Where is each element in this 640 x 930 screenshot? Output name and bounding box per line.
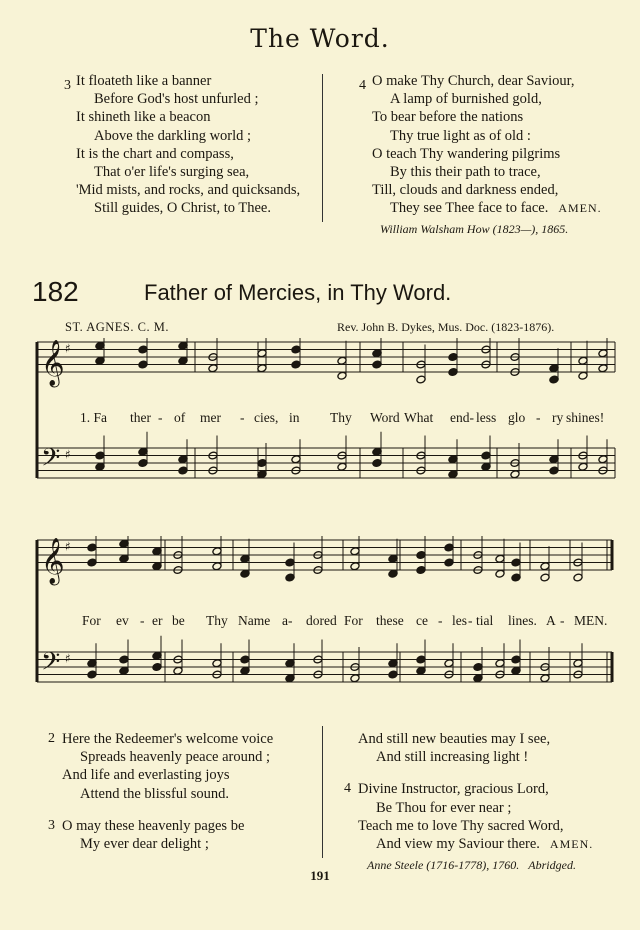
verse-line: A lamp of burnished gold, (390, 91, 542, 108)
verse-number: 3 (48, 817, 55, 833)
lyric-syllable: end- (450, 410, 474, 425)
verse-number: 4 (359, 78, 366, 93)
verses-left (48, 730, 318, 853)
verse-line: Attend the blissful sound. (80, 785, 230, 802)
verse-number: 2 (48, 731, 55, 746)
lyric-syllable: - (536, 410, 541, 425)
verse-line: Till, clouds and darkness ended, (372, 182, 559, 199)
verse-line: By this their path to trace, (390, 164, 541, 181)
lyric-syllable: - (158, 410, 163, 425)
lyrics-line-1 (0, 410, 640, 430)
verse-line: It floateth like a banner (76, 73, 212, 89)
verse-number: 3 (64, 78, 71, 93)
lyric-syllable: less (476, 410, 497, 425)
treble-clef-icon: 𝄞 (41, 340, 65, 386)
lyric-syllable: of (174, 410, 186, 425)
lyric-syllable: - (240, 410, 245, 425)
verse-line: And view my Saviour there. AMEN. (376, 836, 594, 853)
lyric-syllable: ry (552, 410, 564, 425)
section-title: The Word. (250, 24, 390, 53)
lyric-syllable: er (152, 613, 163, 628)
lyric-syllable: For (82, 613, 101, 628)
verse-line: It is the chart and compass, (76, 145, 234, 162)
verse-block (48, 817, 318, 853)
verse-line: It shineth like a beacon (76, 109, 211, 126)
verse-line: My ever dear delight ; (80, 836, 209, 853)
verse-line: And still new beauties may I see, (358, 731, 551, 747)
page-number: 191 (310, 868, 330, 883)
verse-line: O may these heavenly pages be (62, 817, 245, 834)
lyric-syllable: ther (130, 410, 151, 425)
lyric-syllable: MEN. (574, 613, 608, 628)
lyrics-line-2 (0, 613, 640, 633)
verse-line: Teach me to love Thy sacred Word, (358, 817, 564, 834)
lyric-syllable: - (438, 613, 443, 628)
bass-clef-icon: 𝄢 (41, 647, 61, 683)
lyric-syllable: For (344, 613, 363, 628)
key-signature-sharp-icon: ♯ (65, 447, 71, 462)
verse-line: And still increasing light ! (376, 749, 529, 766)
lyric-syllable: these (376, 613, 404, 628)
lyric-syllable: les (452, 613, 467, 628)
treble-clef-icon: 𝄞 (41, 538, 65, 584)
hymn-number: 182 (32, 276, 79, 307)
verse-line: Be Thou for ever near ; (376, 799, 512, 816)
lyric-syllable: shines! (566, 410, 605, 425)
attribution-text: Anne Steele (1716-1778), 1760. (367, 858, 520, 872)
lyric-syllable: 1. Fa (80, 410, 107, 425)
lyric-syllable: cies, (254, 410, 279, 425)
verse-line: That o'er life's surging sea, (94, 164, 250, 181)
lyric-syllable: What (404, 410, 434, 425)
verse-3-text (76, 72, 300, 218)
key-signature-sharp-icon: ♯ (65, 539, 71, 554)
lyric-syllable: - (560, 613, 565, 628)
lyric-syllable: lines. (508, 613, 537, 628)
bass-clef-icon: 𝄢 (41, 443, 61, 479)
verse-4-text (372, 72, 602, 218)
amen-label: AMEN. (549, 837, 594, 852)
verse-line: Spreads heavenly peace around ; (80, 749, 271, 766)
key-signature-sharp-icon: ♯ (65, 341, 71, 356)
verse-line: 'Mid mists, and rocks, and quicksands, (76, 182, 301, 199)
verse-line: Thy true light as of old : (390, 127, 531, 144)
verse-line: Divine Instructor, gracious Lord, (358, 781, 549, 798)
composer-credit: Rev. John B. Dykes, Mus. Doc. (1823-1876). (337, 320, 555, 334)
lyric-syllable: Thy (206, 613, 228, 628)
lyric-syllable: mer (200, 410, 221, 425)
lyric-syllable: tial (476, 613, 494, 628)
verses-right (344, 730, 634, 853)
verse-number: 4 (344, 781, 351, 797)
attribution: William Walsham How (1823—), 1865. (380, 222, 569, 236)
verse-line: They see Thee face to face. AMEN. (390, 200, 602, 217)
lyric-syllable: Word (370, 410, 400, 425)
key-signature-sharp-icon: ♯ (65, 651, 71, 666)
lyric-syllable: ev (116, 613, 129, 628)
verse-line: Above the darkling world ; (94, 127, 252, 144)
verse-line: O make Thy Church, dear Saviour, (372, 73, 575, 89)
lyric-syllable: glo (508, 410, 526, 425)
column-divider (322, 74, 323, 222)
lyric-syllable: be (172, 613, 185, 628)
verse-line: To bear before the nations (372, 109, 524, 126)
hymn-title: Father of Mercies, in Thy Word. (144, 280, 452, 305)
verse-block (48, 730, 318, 803)
verse-line: Still guides, O Christ, to Thee. (94, 200, 271, 217)
verse-block (344, 780, 634, 853)
column-divider (322, 726, 323, 858)
lyric-syllable: A (546, 613, 556, 628)
verse-line: Here the Redeemer's welcome voice (62, 731, 274, 747)
verse-line: O teach Thy wandering pilgrims (372, 145, 561, 162)
lyric-syllable: a- (282, 613, 293, 628)
lyric-syllable: ce (416, 613, 428, 628)
abridged-note: Abridged. (528, 858, 576, 872)
lyric-syllable: - (468, 613, 473, 628)
lyric-syllable: - (140, 613, 145, 628)
verse-block (344, 730, 634, 766)
verse-line: And life and everlasting joys (62, 767, 230, 784)
verse-line: Before God's host unfurled ; (94, 91, 259, 108)
lyric-syllable: Name (238, 613, 271, 628)
lyric-syllable: in (289, 410, 300, 425)
lyric-syllable: dored (306, 613, 337, 628)
lyric-syllable: Thy (330, 410, 352, 425)
tune-name: ST. AGNES. C. M. (65, 320, 169, 334)
amen-label: AMEN. (558, 201, 602, 216)
